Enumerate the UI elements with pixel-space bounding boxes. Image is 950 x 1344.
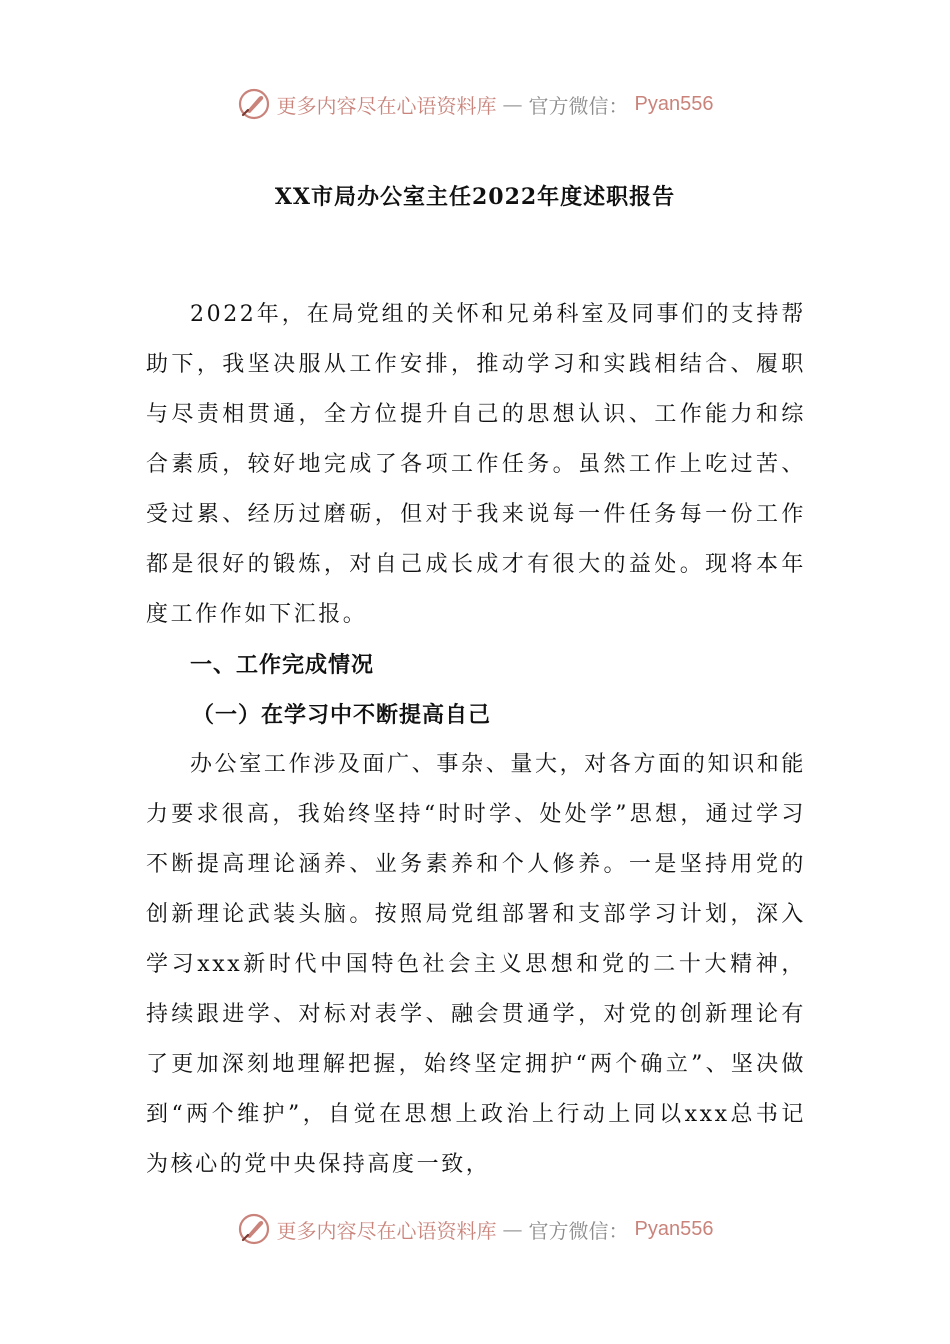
header-watermark xyxy=(0,82,950,126)
watermark-separator: — xyxy=(502,1217,523,1241)
watermark-main-text: 更多内容尽在心语资料库 xyxy=(276,1218,497,1243)
footer-watermark xyxy=(0,1207,950,1251)
subsection-paragraph: 办公室工作涉及面广、事杂、量大，对各方面的知识和能力要求很高，我始终坚持“时时学、处处学”思想，通过学习不断提高理论涵养、业务素养和个人修养。一是坚持用党的创新理论武装头脑。按照局党组部署和支部学习计划，深入学习xxx新时代中国特色社会主义思想和党的二十大精神，持续跟进学、对标对表学、融会贯通学，对党的创新理论有了更加深刻地理解把握，始终坚定拥护“两个确立”、坚决做到“两个维护”，自觉在思想上政治上行动上同以xxx总书记为核心的党中央保持高度一致， xyxy=(146,752,806,1177)
document-body xyxy=(146,290,806,1190)
document-title: XX市局办公室主任2022年度述职报告 xyxy=(274,184,676,210)
watermark-wechat-label: 官方微信： xyxy=(528,1218,629,1243)
watermark-main-text: 更多内容尽在心语资料库 xyxy=(276,93,497,118)
intro-paragraph: 2022年，在局党组的关怀和兄弟科室及同事们的支持帮助下，我坚决服从工作安排，推动学习和实践相结合、履职与尽责相贯通，全方位提升自己的思想认识、工作能力和综合素质，较好地完成了各项工作任务。虽然工作上吃过苦、受过累、经历过磨砺，但对于我来说每一件任务每一份工作都是很好的锻炼，对自己成长成才有很大的益处。现将本年度工作作如下汇报。 xyxy=(146,302,806,627)
watermark-wechat-label: 官方微信： xyxy=(528,93,629,118)
watermark-wechat-id: Pyan556 xyxy=(634,1217,714,1240)
subsection-heading: （一）在学习中不断提高自己 xyxy=(192,702,492,728)
quill-pen-icon xyxy=(237,1212,271,1246)
watermark-separator: — xyxy=(502,92,523,116)
watermark-wechat-id: Pyan556 xyxy=(634,92,714,115)
quill-pen-icon xyxy=(237,87,271,121)
section-heading: 一、工作完成情况 xyxy=(190,652,375,678)
